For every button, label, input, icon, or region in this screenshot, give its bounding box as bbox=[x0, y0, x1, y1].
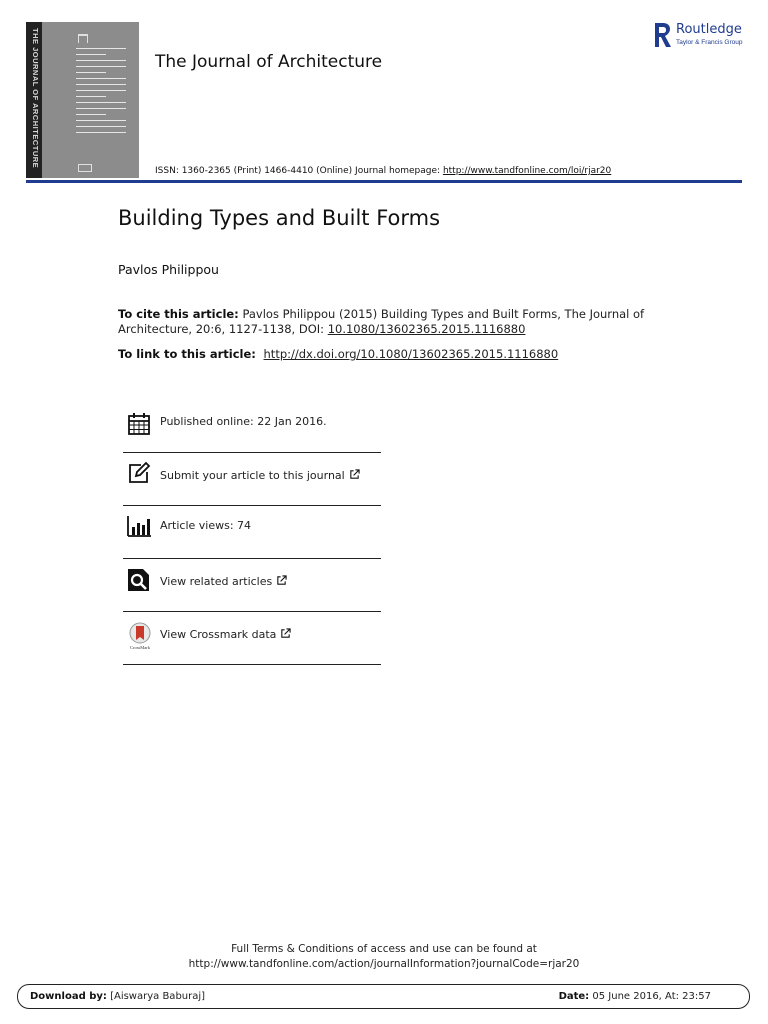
article-info-list bbox=[123, 400, 381, 665]
download-date bbox=[559, 991, 711, 1002]
header-divider bbox=[26, 180, 742, 183]
journal-cover-thumbnail bbox=[26, 22, 139, 178]
cover-spine bbox=[26, 22, 42, 178]
edit-icon bbox=[127, 461, 151, 485]
download-by-value: [Aiswarya Baburaj] bbox=[110, 991, 206, 1002]
article-views-count: Article views: 74 bbox=[160, 519, 252, 532]
crossmark-icon bbox=[127, 622, 153, 650]
svg-text:CrossMark: CrossMark bbox=[130, 645, 150, 650]
journal-homepage-link[interactable]: http://www.tandfonline.com/loi/rjar20 bbox=[442, 166, 612, 176]
publisher-name: Routledge bbox=[676, 22, 742, 37]
crossmark-row[interactable] bbox=[123, 612, 381, 665]
bar-chart-icon bbox=[127, 514, 151, 538]
cover-emblem bbox=[78, 34, 88, 43]
issn-line bbox=[155, 166, 611, 176]
publisher-logo[interactable] bbox=[652, 22, 752, 50]
submit-article-link[interactable]: Submit your article to this journal bbox=[160, 469, 345, 482]
cover-spine-text: THE JOURNAL OF ARCHITECTURE bbox=[31, 28, 40, 169]
citation-block bbox=[118, 307, 678, 337]
download-by-label: Download by: bbox=[30, 991, 107, 1002]
related-articles-text bbox=[160, 575, 287, 588]
routledge-r-icon bbox=[652, 22, 672, 48]
citation-text: Pavlos Philippou (2015) Building Types and Built Forms, The Journal of Architecture, 20:6, 1127-1138, DOI: bbox=[118, 307, 645, 336]
published-row bbox=[123, 400, 381, 453]
article-views-row bbox=[123, 506, 381, 559]
article-title: Building Types and Built Forms bbox=[118, 206, 441, 230]
download-info-bar bbox=[17, 984, 750, 1009]
external-link-icon bbox=[349, 469, 360, 480]
crossmark-link[interactable]: View Crossmark data bbox=[160, 628, 277, 641]
terms-url[interactable]: http://www.tandfonline.com/action/journalInformation?journalCode=rjar20 bbox=[188, 958, 580, 970]
cover-publisher-logo bbox=[78, 164, 92, 172]
submit-article-row[interactable] bbox=[123, 453, 381, 506]
download-date-label: Date: bbox=[558, 991, 590, 1002]
related-search-icon bbox=[127, 568, 151, 592]
journal-title: The Journal of Architecture bbox=[155, 52, 383, 72]
issn-text: ISSN: 1360-2365 (Print) 1466-4410 (Online) Journal homepage: bbox=[155, 166, 441, 176]
cover-contents-lines bbox=[76, 48, 126, 138]
article-link-url[interactable]: http://dx.doi.org/10.1080/13602365.2015.1116880 bbox=[263, 347, 559, 361]
published-date: Published online: 22 Jan 2016. bbox=[160, 415, 327, 428]
download-by bbox=[30, 991, 205, 1002]
related-articles-link[interactable]: View related articles bbox=[160, 575, 273, 588]
crossmark-text bbox=[160, 628, 291, 641]
citation-doi-link[interactable]: 10.1080/13602365.2015.1116880 bbox=[327, 322, 526, 336]
download-date-value: 05 June 2016, At: 23:57 bbox=[592, 991, 711, 1002]
terms-line: Full Terms & Conditions of access and use can be found at bbox=[231, 943, 537, 955]
submit-article-text bbox=[160, 469, 360, 482]
calendar-icon bbox=[127, 412, 151, 436]
terms-notice bbox=[0, 942, 768, 972]
publisher-subtitle: Taylor & Francis Group bbox=[676, 39, 743, 46]
related-articles-row[interactable] bbox=[123, 559, 381, 612]
external-link-icon bbox=[280, 628, 291, 639]
article-link-label: To link to this article: bbox=[118, 347, 256, 361]
citation-label: To cite this article: bbox=[118, 307, 239, 321]
article-link-line bbox=[118, 347, 558, 361]
external-link-icon bbox=[276, 575, 287, 586]
article-author: Pavlos Philippou bbox=[118, 262, 219, 277]
